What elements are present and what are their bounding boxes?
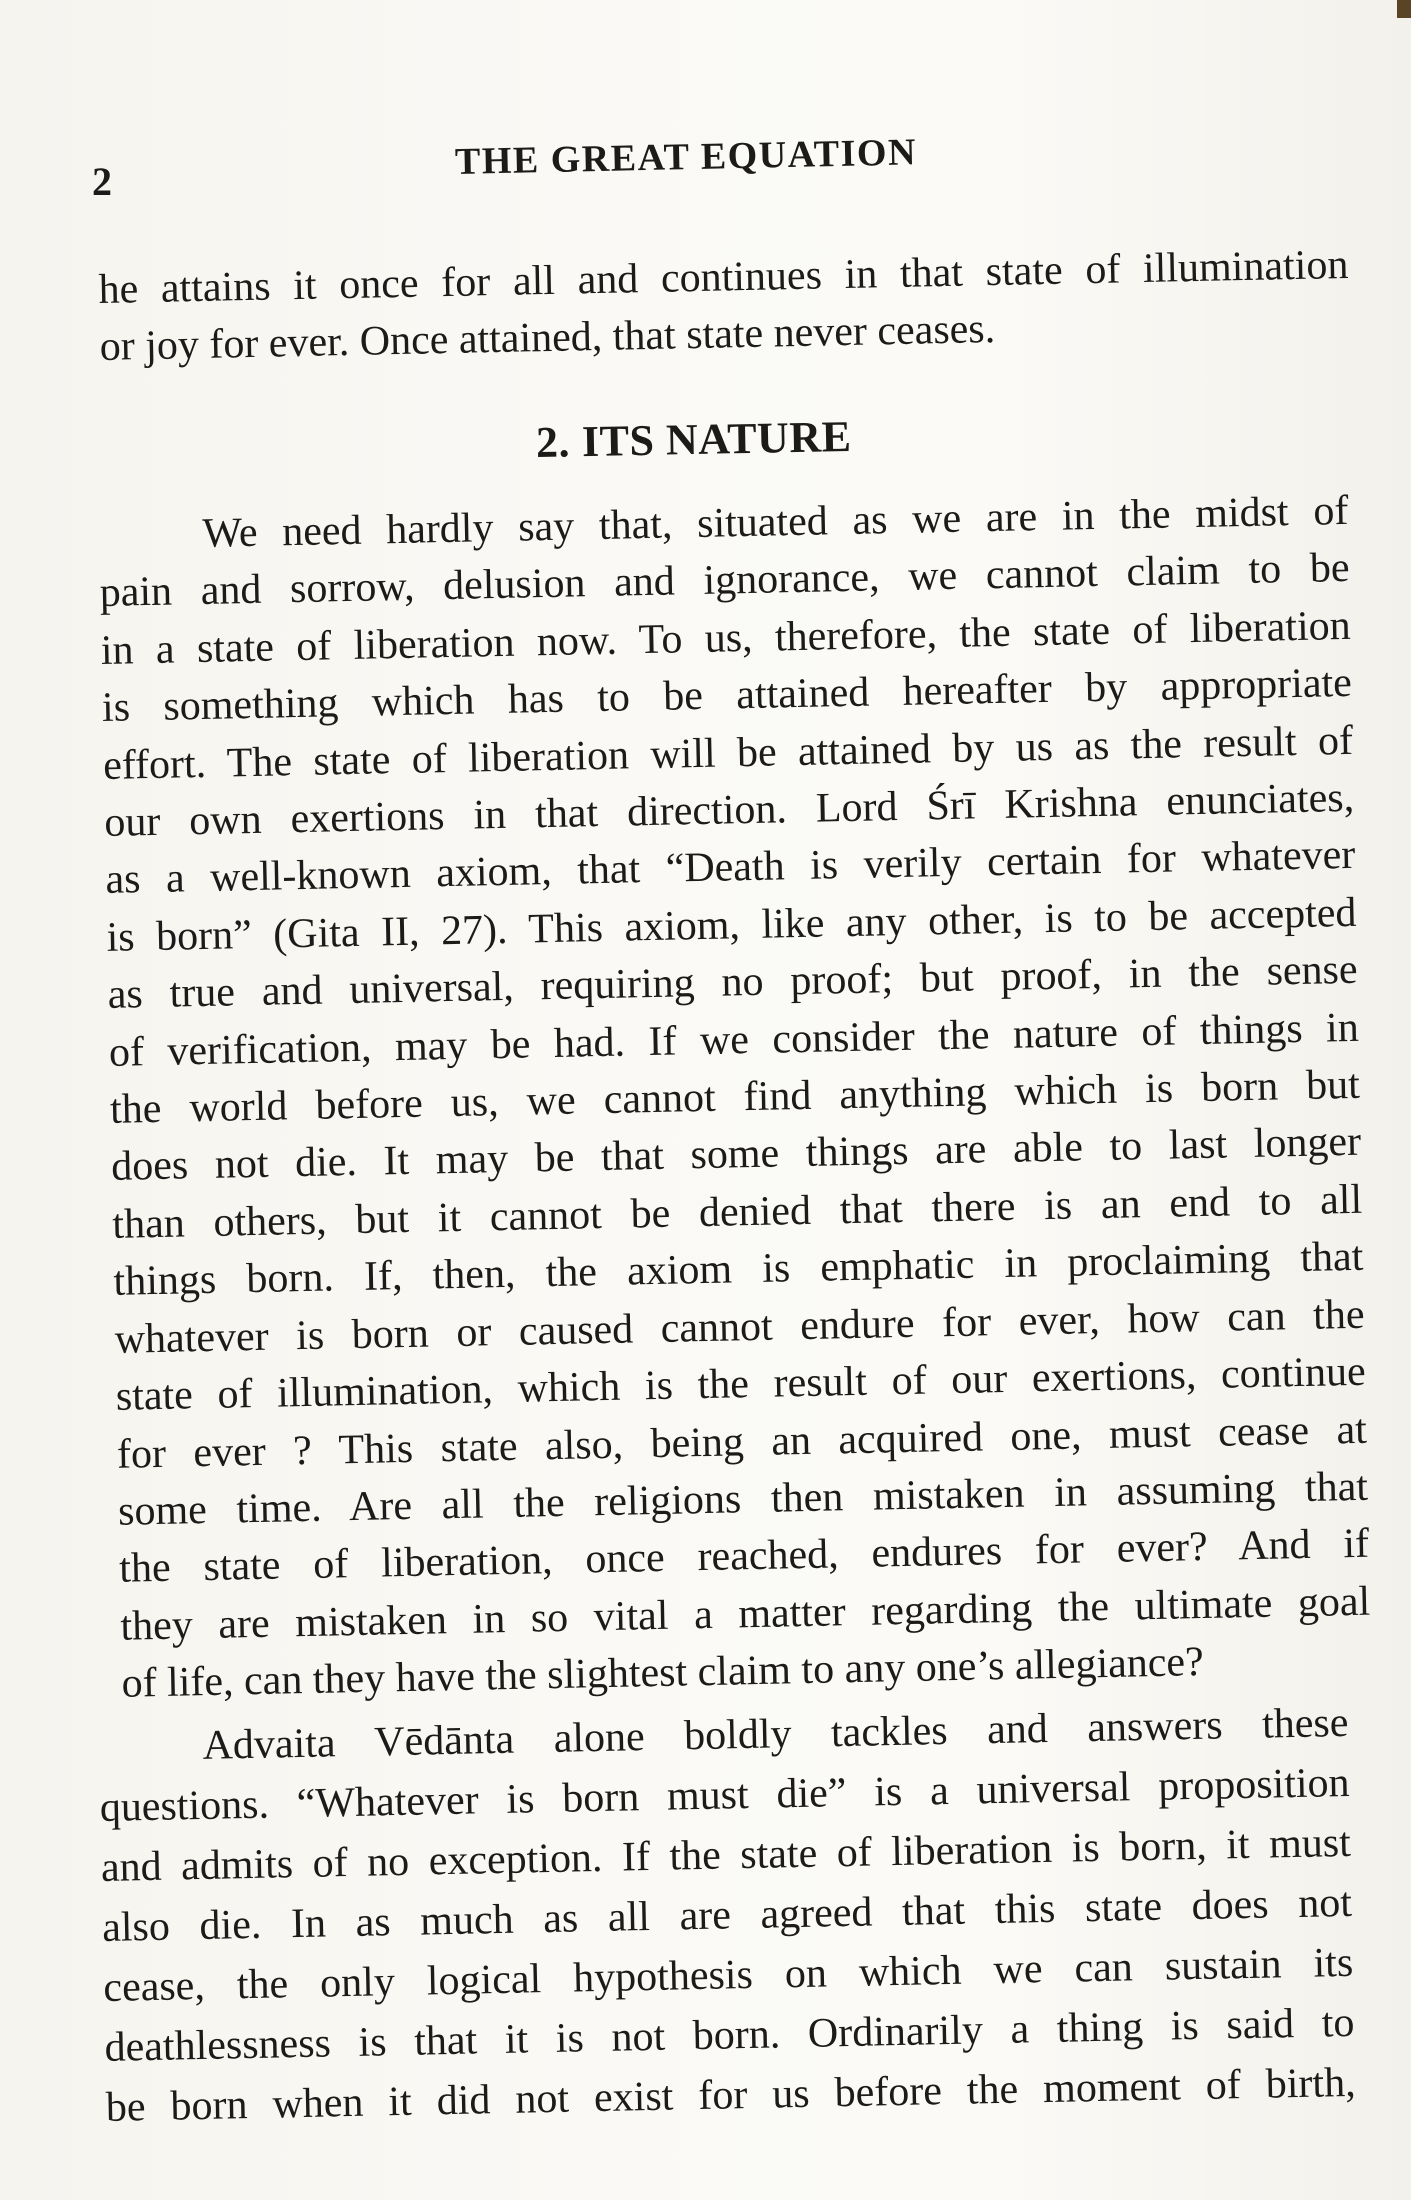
text-line: as a well-known axiom, that “Death is verily certain for whatever [105, 832, 1356, 904]
text-line: Advaita Vēdānta alone boldly tackles and answers these [202, 1699, 1349, 1769]
text-line: as true and universal, requiring no proof; but proof, in the sense [107, 947, 1358, 1019]
section-heading [536, 411, 852, 468]
text-line: We need hardly say that, situated as we are in the midst of [202, 487, 1349, 557]
text-line: he attains it once for all and continues in that state of illumination [98, 241, 1349, 313]
text-line: they are mistaken in so vital a matter regarding the ultimate goal [119, 1578, 1371, 1650]
text-line: deathlessness is that it is not born. Ordinarily a thing is said to [104, 1999, 1355, 2071]
text-line: pain and sorrow, delusion and ignorance, we cannot claim to be [99, 545, 1350, 617]
text-line: and admits of no exception. If the state of liberation is born, it must [100, 1819, 1352, 1891]
text-line: or joy for ever. Once attained, that state never ceases. [99, 306, 996, 370]
continued-paragraph [98, 237, 1350, 376]
text-line: in a state of liberation now. To us, therefore, the state of liberation [100, 602, 1352, 674]
text-line: effort. The state of liberation will be attained by us as the result of [102, 717, 1354, 789]
text-line: also die. In as much as all are agreed that this state does not [101, 1879, 1353, 1951]
paragraph [98, 483, 1372, 1713]
text-line: the world before us, we cannot find anything which is born but [109, 1061, 1361, 1133]
text-line: the state of liberation, once reached, endures for ever? And if [118, 1521, 1370, 1593]
paragraph [98, 1693, 1356, 2138]
text-line: our own exertions in that direction. Lord Śrī Krishna enunciates, [103, 774, 1355, 846]
text-line: things born. If, then, the axiom is emphatic in proclaiming that [113, 1234, 1364, 1306]
text-line: for ever ? This state also, being an acquired one, must cease at [116, 1406, 1368, 1478]
text-line: of life, can they have the slightest claim to any one’s allegiance? [121, 1639, 1205, 1707]
text-line: is born” (Gita II, 27). This axiom, like any other, is to be accepted [106, 889, 1357, 961]
text-line: be born when it did not exist for us before the moment of birth, [105, 2059, 1357, 2131]
page-number: 2 [92, 159, 113, 204]
text-line: does not die. It may be that some things are able to last longer [110, 1119, 1362, 1191]
text-line: questions. “Whatever is born must die” is a universal proposition [99, 1759, 1351, 1831]
page-edge-mark [1397, 0, 1411, 18]
text-line: than others, but it cannot be denied that there is an end to all [111, 1176, 1363, 1248]
section-number: 2. [535, 417, 571, 467]
text-line: cease, the only logical hypothesis on which we can sustain its [102, 1939, 1354, 2011]
text-line: of verification, may be had. If we consider the nature of things in [108, 1004, 1360, 1076]
section-title: ITS NATURE [581, 411, 852, 467]
running-title: THE GREAT EQUATION [454, 131, 918, 183]
text-line: some time. Are all the religions then mistaken in assuming that [117, 1463, 1369, 1535]
text-line: whatever is born or caused cannot endure for ever, how can the [114, 1291, 1365, 1363]
text-line: state of illumination, which is the result of our exertions, continue [115, 1348, 1367, 1420]
text-line: is something which has to be attained hereafter by appropriate [101, 660, 1353, 732]
